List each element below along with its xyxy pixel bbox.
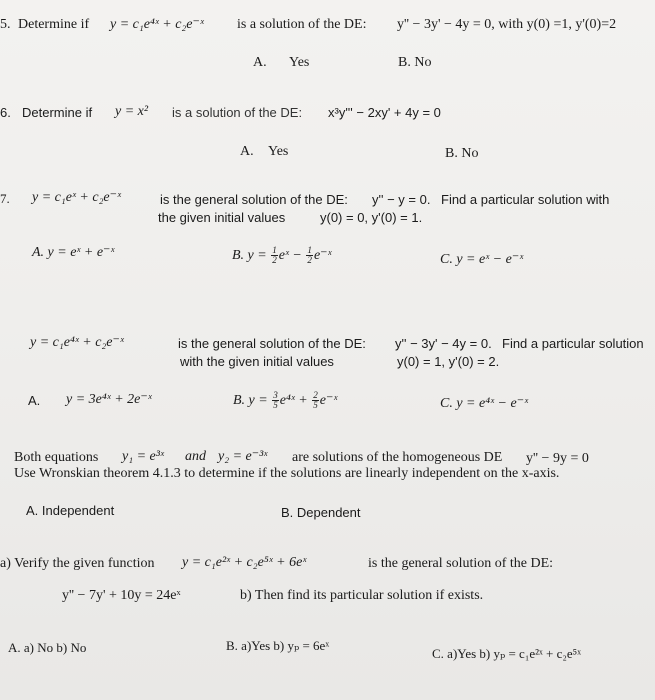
question-number: 5. — [0, 17, 11, 32]
function-expression: y = x² — [115, 104, 149, 119]
option-b[interactable]: B. a)Yes b) yₚ = 6eˣ — [226, 638, 330, 653]
option-b[interactable]: B. Dependent — [281, 505, 361, 520]
part-a-text: a) Verify the given function — [0, 556, 155, 571]
question-task: Find a particular solution with — [441, 192, 610, 207]
part-b-text: b) Then find its particular solution if exists. — [240, 588, 484, 603]
differential-equation: x³y''' − 2xy' + 4y = 0 — [328, 105, 441, 120]
question-lead: Determine if — [18, 17, 90, 32]
function-expression: y = c₁eˣ + c₂e⁻ˣ — [32, 190, 121, 205]
option-a-text[interactable]: Yes — [268, 144, 289, 159]
option-a-label[interactable]: A. — [28, 393, 41, 408]
solution-y2: y₂ = e⁻³ˣ — [218, 449, 268, 464]
option-a-label[interactable]: A. — [253, 55, 267, 70]
question-text-2: with the given initial values — [180, 354, 334, 369]
solution-y1: y₁ = e³ˣ — [122, 449, 164, 464]
option-b[interactable]: B. y = $\frac{3}{5}$ e⁴ˣ + $\frac{2}{5}$ e⁻ˣ — [233, 390, 338, 411]
option-a[interactable]: A. y = eˣ + e⁻ˣ — [32, 245, 115, 260]
and-word: and — [185, 449, 206, 464]
question-number: 7. — [0, 191, 10, 206]
question-text: is the general solution of the DE: — [178, 336, 366, 351]
question-text: Both equations — [14, 450, 99, 465]
differential-equation: y'' − 7y' + 10y = 24eˣ — [62, 588, 181, 603]
option-a-label[interactable]: A. — [240, 144, 254, 159]
initial-conditions: y(0) = 1, y'(0) = 2. — [397, 354, 500, 369]
question-text-2: are solutions of the homogeneous DE — [292, 450, 503, 465]
function-expression: y = c₁e²ˣ + c₂e⁵ˣ + 6eˣ — [182, 555, 307, 570]
function-expression: y = c₁e⁴ˣ + c₂e⁻ˣ — [110, 17, 204, 32]
option-a[interactable]: A. a) No b) No — [8, 640, 87, 655]
question-lead: Determine if — [22, 105, 93, 120]
option-a[interactable]: A. Independent — [26, 503, 115, 518]
function-expression: y = c₁e⁴ˣ + c₂e⁻ˣ — [30, 335, 124, 350]
option-c[interactable]: C. y = e⁴ˣ − e⁻ˣ — [440, 396, 529, 411]
option-c[interactable]: C. y = eˣ − e⁻ˣ — [440, 252, 524, 267]
question-number: 6. — [0, 105, 11, 120]
question-text-2: the given initial values — [158, 210, 286, 225]
option-b[interactable]: B. No — [398, 55, 432, 70]
option-a-text[interactable]: Yes — [289, 55, 310, 70]
question-task: Find a particular solution — [502, 336, 644, 351]
differential-equation: y'' − 9y = 0 — [526, 451, 589, 466]
option-a[interactable]: y = 3e⁴ˣ + 2e⁻ˣ — [66, 392, 152, 407]
option-b[interactable]: B. y = $\frac{1}{2}$ eˣ − $\frac{1}{2}$ e⁻ˣ — [232, 245, 332, 266]
question-instruction: Use Wronskian theorem 4.1.3 to determine if the solutions are linearly independent on the x-axis. — [14, 466, 560, 481]
option-b[interactable]: B. No — [445, 146, 479, 161]
part-a-tail: is the general solution of the DE: — [368, 556, 554, 571]
question-middle: is a solution of the DE: — [172, 105, 303, 120]
differential-equation: y'' − 3y' − 4y = 0, with y(0) =1, y'(0)=2 — [397, 17, 617, 32]
initial-conditions: y(0) = 0, y'(0) = 1. — [320, 210, 423, 225]
differential-equation: y'' − y = 0. — [372, 192, 431, 207]
option-c[interactable]: C. a)Yes b) yₚ = c₁e²ˣ + c₂e⁵ˣ — [432, 646, 581, 661]
question-middle: is a solution of the DE: — [237, 17, 367, 32]
question-text: is the general solution of the DE: — [160, 192, 348, 207]
differential-equation: y'' − 3y' − 4y = 0. — [395, 336, 492, 351]
